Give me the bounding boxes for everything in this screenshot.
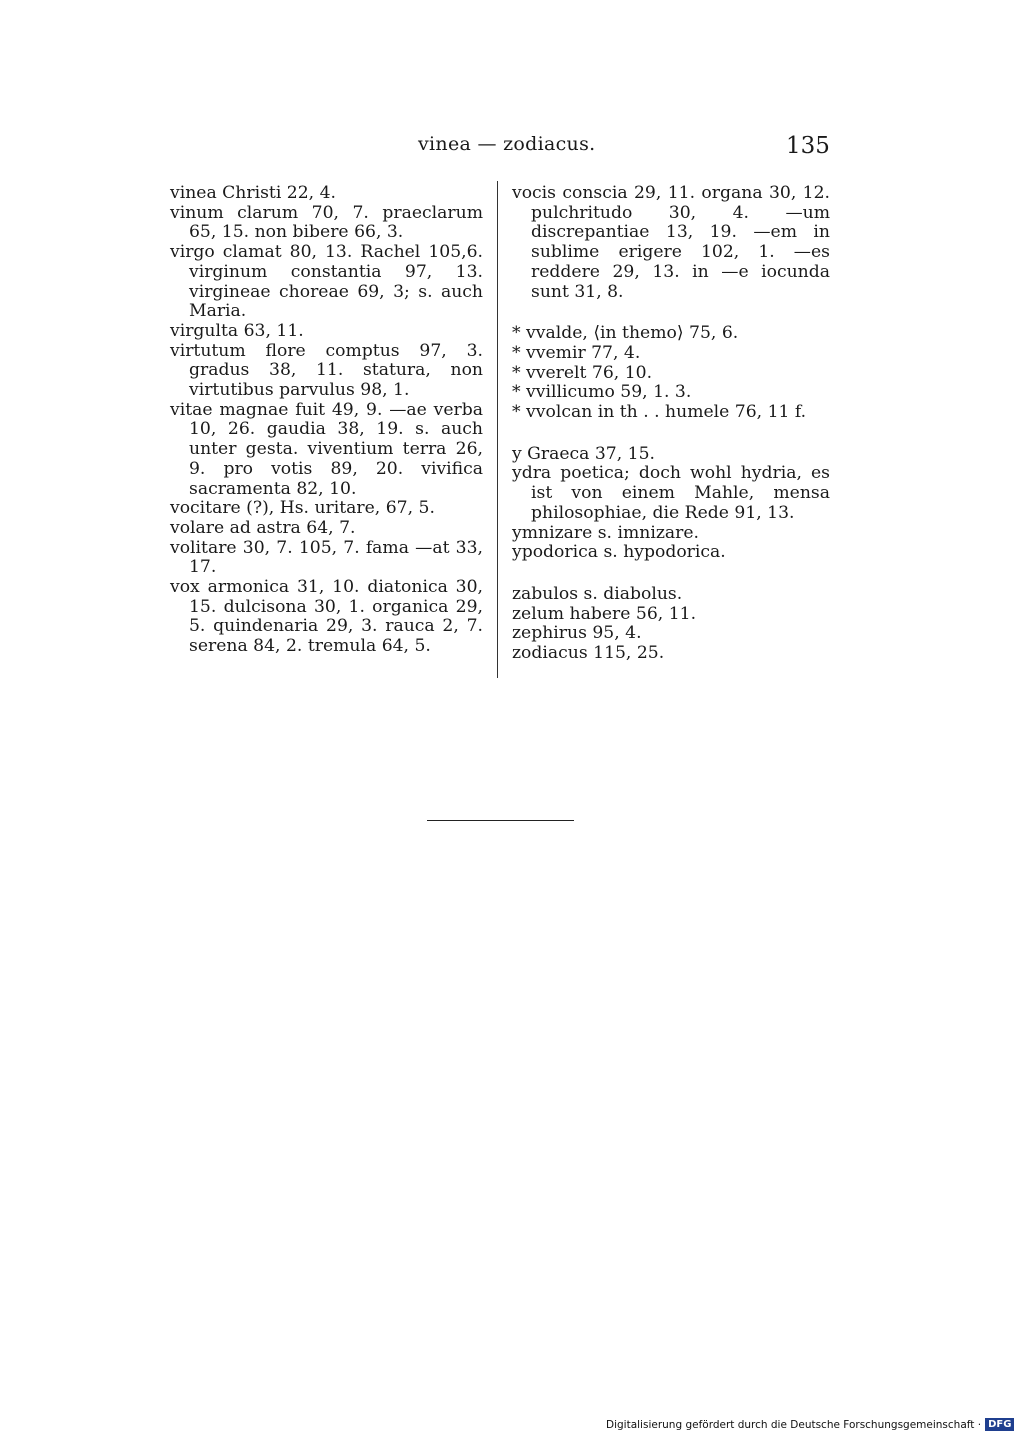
index-entry: vox armonica 31, 10. diatonica 30, 15. dulcisona 30, 1. organica 29, 5. quindenaria 29, 3. rauca 2, 7. serena 84, 2. tremula 64, 5. [170, 577, 483, 657]
index-entry: ypodorica s. hypodorica. [512, 542, 726, 563]
index-entry: vocis conscia 29, 11. organa 30, 12. pulchritudo 30, 4. —um discrepantiae 13, 19. —em in sublime erigere 102, 1. —es reddere 29, 13. in —e iocunda sunt 31, 8. [512, 183, 830, 302]
index-entry: zephirus 95, 4. [512, 623, 642, 644]
index-entry: virtutum flore comptus 97, 3. gradus 38, 11. statura, non virtutibus parvulus 98, 1. [170, 340, 483, 401]
right-column [512, 184, 830, 664]
column-separator [497, 181, 498, 678]
index-entry: vinum clarum 70, 7. praeclarum 65, 15. non bibere 66, 3. [170, 202, 483, 243]
dfg-logo: DFG [985, 1418, 1014, 1431]
index-entry: * vvolcan in th . . humele 76, 11 f. [512, 402, 807, 423]
index-entry: y Graeca 37, 15. [512, 443, 656, 464]
index-entry: zodiacus 115, 25. [512, 643, 665, 664]
digitization-credit [606, 1418, 1014, 1431]
running-title: vinea — zodiacus. [418, 133, 596, 155]
group-gap [512, 302, 830, 324]
group-gap [512, 423, 830, 445]
index-entry: * vvemir 77, 4. [512, 342, 641, 363]
left-column [170, 184, 483, 657]
index-entry: virgulta 63, 11. [170, 320, 304, 341]
index-entry: vocitare (?), Hs. uritare, 67, 5. [170, 498, 435, 519]
index-entry: zelum habere 56, 11. [512, 603, 697, 624]
index-entry: ymnizare s. imnizare. [512, 522, 699, 543]
index-entry: * vvalde, ⟨in themo⟩ 75, 6. [512, 323, 739, 344]
index-entry: ydra poetica; doch wohl hydria, es ist von einem Mahle, mensa philosophiae, die Rede 91, 13. [512, 463, 830, 523]
index-entry: vinea Christi 22, 4. [170, 183, 336, 203]
index-entry: zabulos s. diabolus. [512, 583, 683, 604]
credit-text: Digitalisierung gefördert durch die Deutsche Forschungsgemeinschaft · [606, 1418, 982, 1431]
index-entry: * vvillicumo 59, 1. 3. [512, 382, 692, 403]
index-entry: * vverelt 76, 10. [512, 362, 653, 383]
index-entry: virgo clamat 80, 13. Rachel 105,6. virginum constantia 97, 13. virgineae choreae 69, 3; s. auch Maria. [170, 242, 483, 322]
end-rule [427, 820, 574, 821]
page-number: 135 [786, 133, 830, 159]
group-gap [512, 563, 830, 585]
index-entry: volitare 30, 7. 105, 7. fama —at 33, 17. [170, 537, 483, 578]
index-entry: vitae magnae fuit 49, 9. —ae verba 10, 26. gaudia 38, 19. s. auch unter gesta. viventium terra 26, 9. pro votis 89, 20. vivifica sacramenta 82, 10. [170, 399, 483, 499]
index-entry: volare ad astra 64, 7. [170, 517, 356, 538]
